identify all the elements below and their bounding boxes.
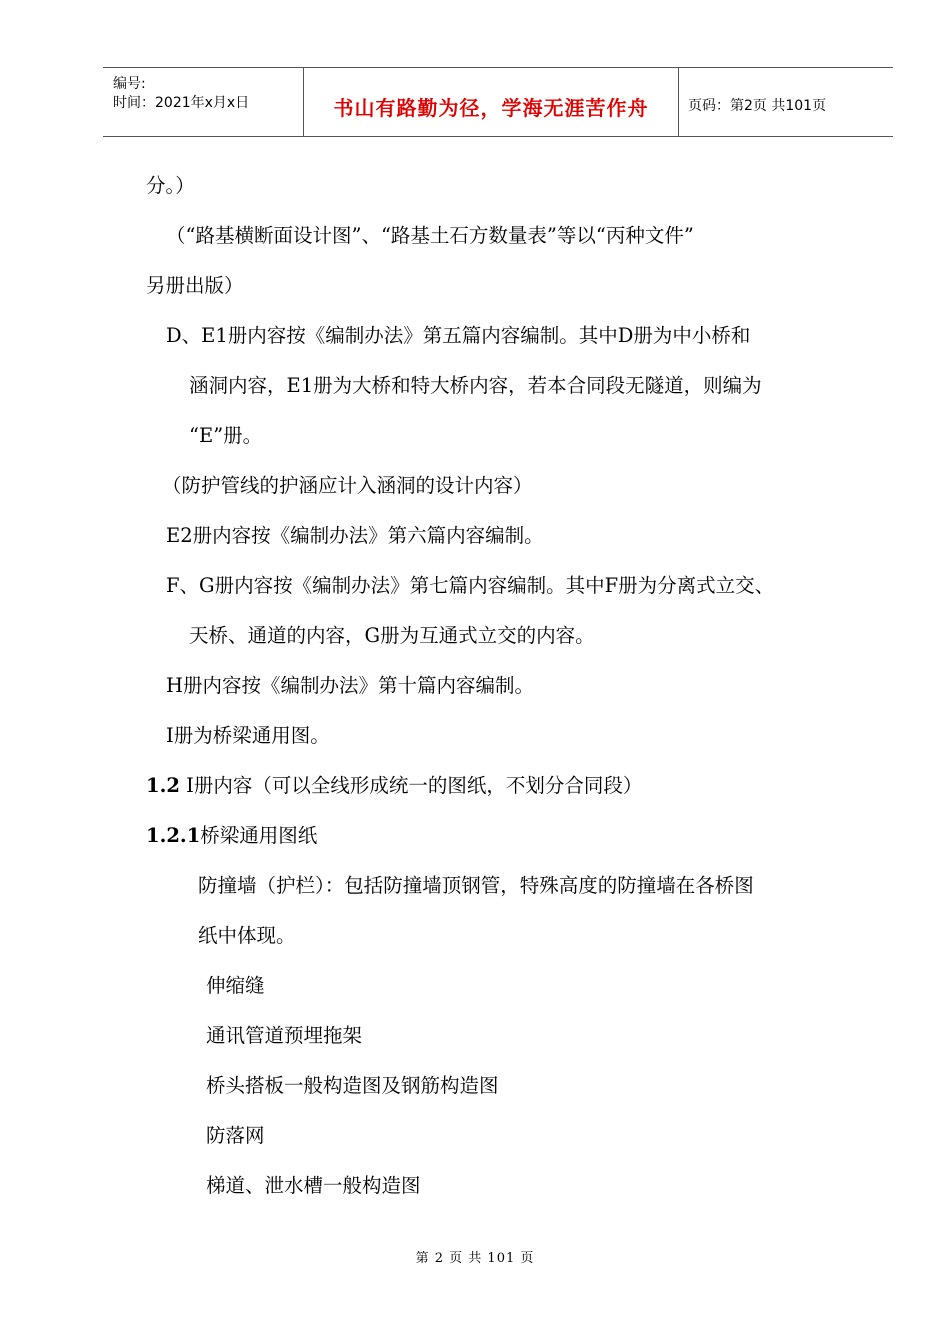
section-number: 1.2 — [146, 774, 180, 797]
header-page-cell — [678, 68, 893, 136]
body-line: 分。） — [146, 174, 195, 197]
header-motto-cell — [303, 68, 679, 136]
section-number: 1.2.1 — [146, 824, 201, 847]
body-line: 天桥、通道的内容，G册为互通式立交的内容。 — [189, 624, 595, 647]
body-line: I册为桥梁通用图。 — [166, 724, 330, 747]
list-item: 梯道、泄水槽一般构造图 — [206, 1174, 421, 1197]
header-page-info: 页码：第2页 共101页 — [688, 98, 827, 114]
list-item: 防撞墙（护栏）：包括防撞墙顶钢管，特殊高度的防撞墙在各桥图 — [198, 874, 754, 897]
time-label: 时间：2021年x月x日 — [113, 95, 250, 111]
body-line: E2册内容按《编制办法》第六篇内容编制。 — [166, 524, 544, 547]
number-label: 编号: — [113, 76, 146, 92]
list-item: 通讯管道预埋拖架 — [206, 1024, 363, 1047]
page-header — [103, 67, 893, 137]
body-line: （“路基横断面设计图”、“路基土石方数量表”等以“丙种文件” — [166, 224, 694, 247]
body-line: （防护管线的护涵应计入涵洞的设计内容） — [162, 474, 533, 497]
list-item: 桥头搭板一般构造图及钢筋构造图 — [206, 1074, 499, 1097]
body-line: 另册出版） — [146, 274, 244, 297]
section-title: 桥梁通用图纸 — [200, 824, 318, 847]
section-heading-1-2-1 — [146, 824, 317, 848]
section-title: I册内容（可以全线形成统一的图纸，不划分合同段） — [179, 774, 643, 797]
list-item: 伸缩缝 — [206, 974, 265, 997]
section-heading-1-2 — [146, 774, 642, 798]
body-line: 涵洞内容，E1册为大桥和特大桥内容，若本合同段无隧道，则编为 — [189, 374, 762, 397]
header-motto: 书山有路勤为径，学海无涯苦作舟 — [333, 96, 649, 120]
list-item: 纸中体现。 — [198, 924, 296, 947]
header-meta — [103, 68, 303, 136]
body-line: D、E1册内容按《编制办法》第五篇内容编制。其中D册为中小桥和 — [166, 324, 751, 347]
body-line: H册内容按《编制办法》第十篇内容编制。 — [166, 674, 535, 697]
body-line: “E”册。 — [189, 424, 263, 447]
page-footer: 第 2 页 共 101 页 — [415, 1251, 535, 1266]
list-item: 防落网 — [206, 1124, 265, 1147]
body-line: F、G册内容按《编制办法》第七篇内容编制。其中F册为分离式立交、 — [166, 574, 775, 597]
